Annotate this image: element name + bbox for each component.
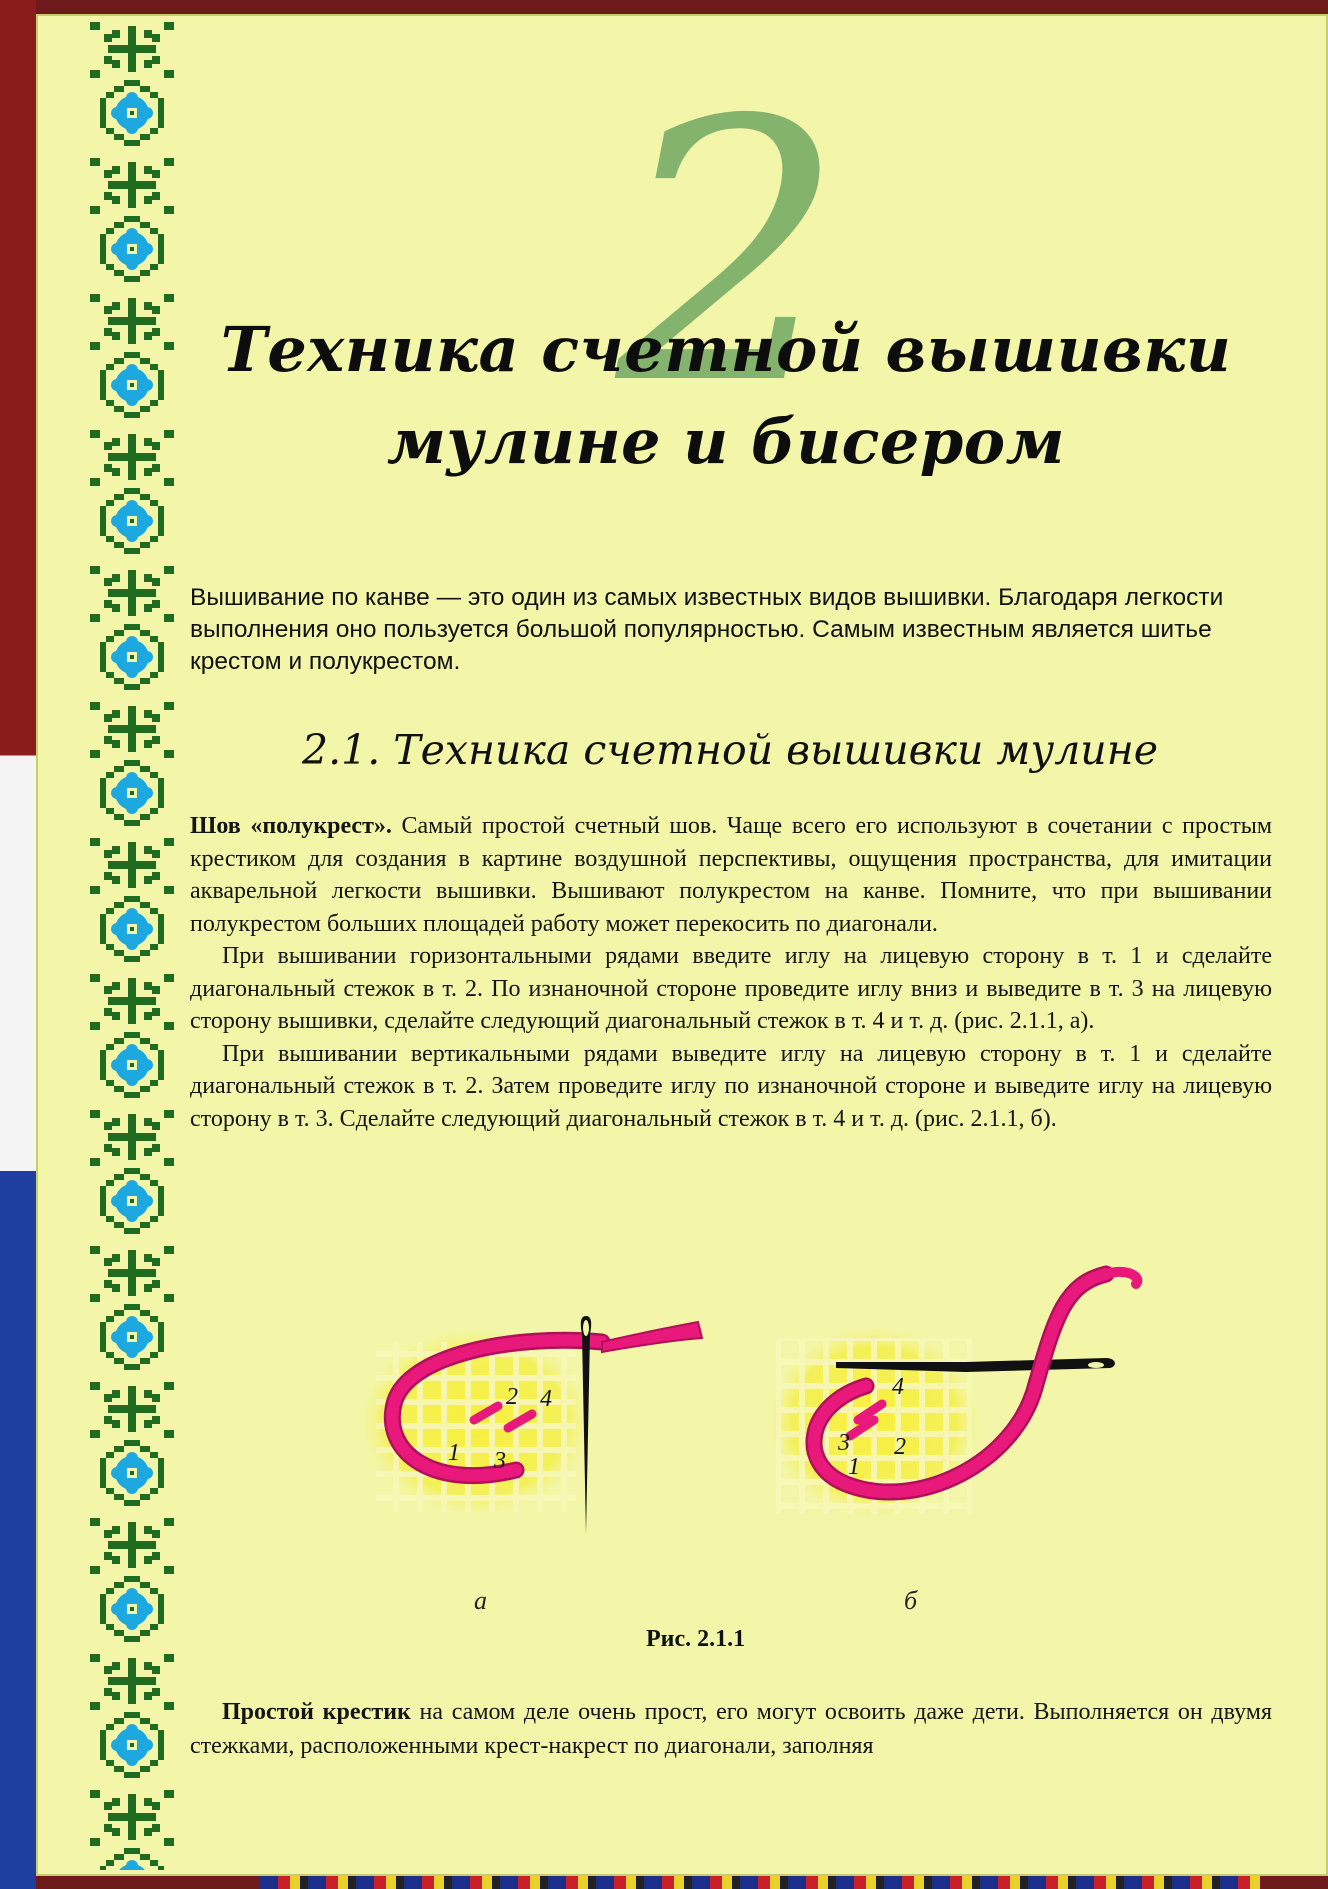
point-label: 4 xyxy=(540,1386,552,1412)
intro-paragraph: Вышивание по канве — это один из самых известных видов вышивки. Благодаря легкости выполнения оно пользуется большой популярностью. Самым известным является шитье крестом и полукрестом. xyxy=(190,584,1224,675)
needle-eye xyxy=(1088,1362,1104,1368)
point-label: 2 xyxy=(506,1384,518,1410)
chapter-number: 2 xyxy=(616,44,846,463)
point-label: 1 xyxy=(848,1454,860,1480)
ornamental-border xyxy=(70,20,194,1870)
paragraph-simple-cross xyxy=(190,1695,1272,1763)
section-heading: 2.1. Техника счетной вышивки мулине xyxy=(302,726,1158,774)
chapter-title xyxy=(186,304,1266,488)
figure-a-illustration xyxy=(336,1294,726,1564)
point-label: 4 xyxy=(892,1374,904,1400)
paragraph-lead: Шов «полукрест». xyxy=(190,813,392,839)
point-label: 2 xyxy=(894,1434,906,1460)
background-decor-strip xyxy=(260,1876,1260,1889)
background-book-edge xyxy=(0,0,36,1889)
paragraph-text: Самый простой счетный шов. Чаще всего его используют в сочетании с простым крестиком для создания в картине воздушной перспективы, ощущения пространства, для имитации акварельной легкости вышивки. Вышивают полукрестом на канве. Помните, что при вышивании полукрестом больших площадей работу может перекосить по диагонали. xyxy=(190,813,1273,937)
figure-a-label: а xyxy=(474,1586,487,1615)
paragraph-vertical: При вышивании вертикальными рядами выведите иглу на лицевую сторону в т. 1 и сделайте диагональный стежок в т. 2. Затем проведите иглу по изнаночной стороне и выведите иглу на лицевую сторону в т. 3. Сделайте следующий диагональный стежок в т. 4 и т. д. (рис. 2.1.1, б). xyxy=(190,1040,1272,1132)
point-label: 1 xyxy=(448,1440,460,1466)
chapter-title-line2: мулине и бисером xyxy=(386,405,1066,478)
point-label: 3 xyxy=(494,1448,506,1474)
figure-caption: Рис. 2.1.1 xyxy=(646,1626,746,1652)
thread-end xyxy=(602,1322,702,1352)
book-page xyxy=(36,14,1328,1876)
canvas-grid xyxy=(376,1342,576,1512)
paragraph-text: на самом деле очень прост, его могут освоить даже дети. Выполняется он двумя стежками, расположенными крест-накрест по диагонали, заполняя xyxy=(190,1699,1273,1759)
chapter-title-line1: Техника счетной вышивки xyxy=(220,313,1232,386)
point-label: 3 xyxy=(838,1430,850,1456)
paragraph-horizontal: При вышивании горизонтальными рядами введите иглу на лицевую сторону в т. 1 и сделайте диагональный стежок в т. 2. По изнаночной стороне проведите иглу вниз и выведите в т. 3 на лицевую сторону вышивки, сделайте следующий диагональный стежок в т. 4 и т. д. (рис. 2.1.1, а). xyxy=(190,943,1272,1034)
figure-b-label: б xyxy=(904,1586,918,1615)
body-text xyxy=(190,810,1272,1135)
needle-eye xyxy=(583,1320,589,1336)
paragraph-lead: Простой крестик xyxy=(222,1699,411,1725)
figure-b-illustration xyxy=(766,1254,1166,1564)
paragraph-half-cross xyxy=(190,810,1272,940)
bottom-paragraph xyxy=(190,1695,1272,1763)
